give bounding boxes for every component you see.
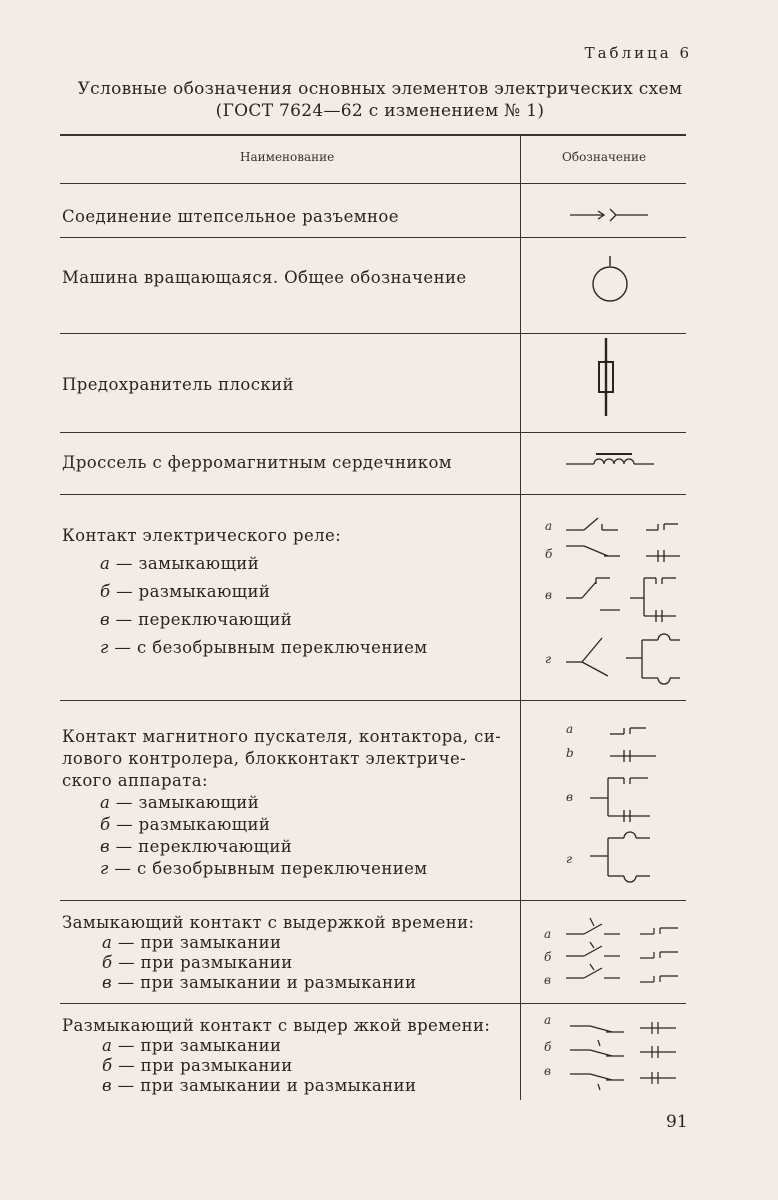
list-item: б — размыкающий [100,582,271,601]
list-item: г — с безобрывным переключением [100,638,428,657]
caption-line-1: Условные обозначения основных элементов электрических схем [77,79,683,99]
symbol-label: а [545,519,553,533]
list-item: б — размыкающий [100,815,271,834]
symbol-label: b [566,746,574,760]
plug-connector-symbol [570,205,650,225]
symbol-label: а [544,927,552,941]
caption-line-2: (ГОСТ 7624—62 с изменением № 1) [215,101,545,121]
closing-delay-symbols [560,912,686,992]
row-name: Размыкающий контакт с выдер жкой времени: [62,1016,491,1035]
symbol-label: в [566,790,573,804]
symbol-label: г [566,852,573,866]
relay-contact-description [62,525,507,659]
page-number: 91 [666,1112,688,1132]
symbol-label: г [545,652,552,666]
list-item: а — при замыкании [102,933,282,952]
row-rule [60,900,686,901]
table-number: Таблица 6 [584,44,692,62]
column-divider [520,134,521,1100]
row-name: Контакт электрического реле: [62,526,342,545]
table-top-rule [60,134,686,136]
list-item: а — замыкающий [100,793,260,812]
row-rule [60,1003,686,1004]
row-name: Дроссель с ферромагнитным сердечником [62,453,453,472]
symbol-label: в [544,973,551,987]
rotating-machine-symbol [588,256,632,304]
row-name: Машина вращающаяся. Общее обозначение [62,268,467,287]
list-item: б — при размыкании [102,1056,293,1075]
list-item: а — при замыкании [102,1036,282,1055]
list-item: б — при размыкании [102,953,293,972]
list-item: в — при замыкании и размыкании [102,1076,417,1095]
starter-contact-symbols [580,718,670,888]
list-item: в — переключающий [100,837,293,856]
symbol-label: а [566,722,574,736]
list-item: в — переключающий [100,610,293,629]
symbol-label: в [544,1064,551,1078]
symbol-label: б [544,1040,552,1054]
row-rule [60,494,686,495]
choke-symbol [566,448,656,472]
fuse-symbol [594,338,618,416]
symbol-label: а [544,1013,552,1027]
header-symbol: Обозначение [562,150,647,164]
row-name: Предохранитель плоский [62,375,294,394]
starter-contact-description [62,726,507,880]
row-name-line: ского аппарата: [62,771,208,790]
row-rule [60,333,686,334]
row-name-line: Контакт магнитного пускателя, контактора, си- [62,727,502,746]
table-caption [60,78,700,122]
opening-delay-symbols [560,1012,686,1096]
row-name: Соединение штепсельное разъемное [62,207,399,226]
list-item: г — с безобрывным переключением [100,859,428,878]
row-name-line: лового контролера, блокконтакт электриче- [62,749,467,768]
closing-delay-description [62,913,507,993]
header-rule [60,183,686,184]
symbol-label: в [545,588,552,602]
row-name: Замыкающий контакт с выдержкой времени: [62,913,475,932]
header-name: Наименование [240,150,335,164]
relay-contact-symbols [560,512,690,692]
row-rule [60,700,686,701]
list-item: а — замыкающий [100,554,260,573]
list-item: в — при замыкании и размыкании [102,973,417,992]
symbol-label: б [544,950,552,964]
row-rule [60,432,686,433]
opening-delay-description [62,1016,507,1096]
row-rule [60,237,686,238]
symbol-label: б [545,547,553,561]
